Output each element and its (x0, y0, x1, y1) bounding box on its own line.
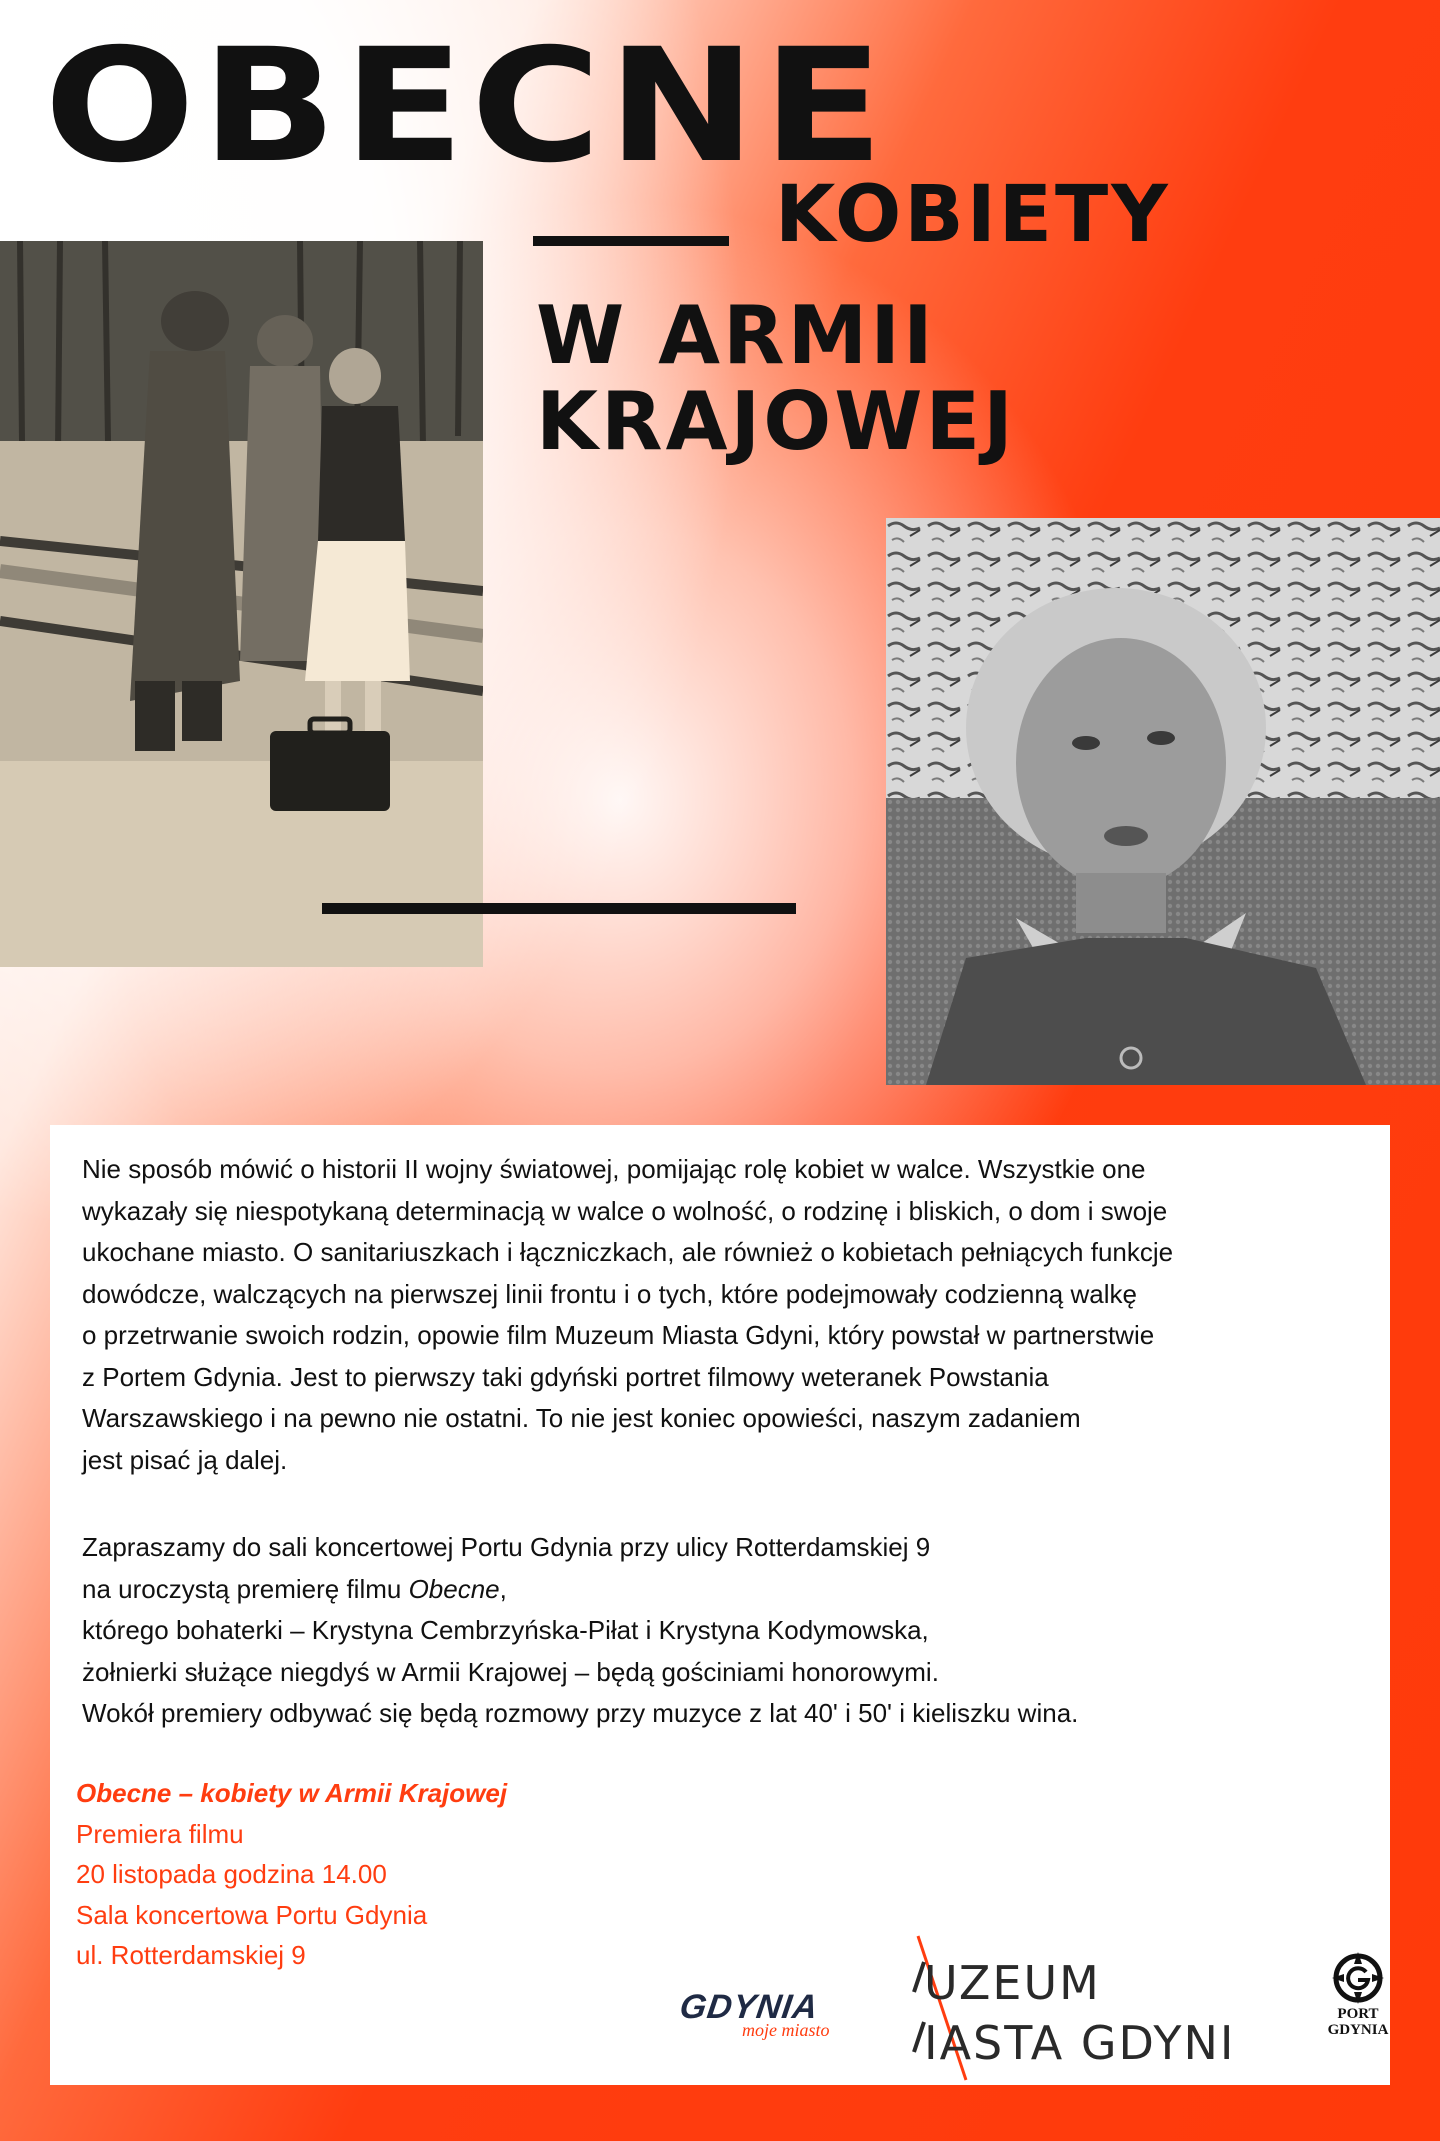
event-details (76, 1773, 507, 1976)
invitation-paragraph (82, 1527, 1322, 1735)
invitation-line: Wokół premiery odbywać się będą rozmowy przy muzyce z lat 40' i 50' i kieliszku wina. (82, 1698, 1079, 1728)
invitation-line: którego bohaterki – Krystyna Cembrzyńska-Piłat i Krystyna Kodymowska, (82, 1615, 929, 1645)
intro-line: Nie sposób mówić o historii II wojny światowej, pomijając rolę kobiet w walce. Wszystkie one (82, 1154, 1146, 1184)
port-logo-line1: PORT (1337, 2006, 1379, 2022)
event-venue: Sala koncertowa Portu Gdynia (76, 1899, 428, 1930)
portrait-photo-illustration (886, 518, 1440, 1085)
invitation-line: żołnierki służące niegdyś w Armii Krajowej – będą gościniami honorowymi. (82, 1656, 939, 1687)
intro-line: o przetrwanie swoich rodzin, opowie film Muzeum Miasta Gdyni, który powstał w partnerstwie (82, 1320, 1155, 1350)
invitation-line-prefix: na uroczystą premierę filmu (82, 1573, 409, 1604)
intro-line: Warszawskiego i na pewno nie ostatni. To nie jest koniec opowieści, naszym zadaniem (82, 1403, 1081, 1433)
port-compass-icon (1330, 1950, 1386, 2006)
event-title: Obecne – kobiety w Armii Krajowej (76, 1778, 508, 1808)
title-sub-krajowej: KRAJOWEJ (536, 375, 1016, 468)
invitation-line-suffix: , (499, 1573, 507, 1604)
invitation-line (82, 1569, 1322, 1611)
film-title-inline: Obecne (408, 1573, 500, 1604)
event-type: Premiera filmu (76, 1818, 244, 1849)
gdynia-logo-word: GDYNIA (677, 1988, 821, 2026)
muzeum-logo-line1: UZEUM (924, 1956, 1101, 2010)
port-gdynia-logo (1318, 1950, 1398, 2060)
intro-line: jest pisać ją dalej. (82, 1444, 288, 1475)
portrait-photo (886, 518, 1440, 1085)
intro-line: wykazały się niespotykaną determinacją w walce o wolność, o rodzinę i bliskich, o dom i swoje (82, 1195, 1168, 1226)
title-underline (533, 236, 729, 246)
event-date: 20 listopada godzina 14.00 (76, 1859, 387, 1889)
archival-photo-illustration (0, 241, 483, 967)
port-logo-line2: GDYNIA (1327, 2022, 1389, 2038)
title-main: OBECNE (44, 14, 890, 197)
title-sub-w-armii: W ARMII (536, 289, 936, 382)
intro-line: z Portem Gdynia. Jest to pierwszy taki gdyński portret filmowy weteranek Powstania (82, 1361, 1049, 1392)
gdynia-logo-tagline: moje miasto (742, 2020, 830, 2040)
intro-line: dowódcze, walczących na pierwszej linii frontu i o tych, które podejmowały codzienną walkę (82, 1278, 1137, 1309)
title-sub-kobiety: KOBIETY (775, 170, 1171, 260)
archival-photo (0, 241, 483, 967)
intro-paragraph (82, 1149, 1322, 1481)
muzeum-logo-line2: IASTA GDYNI (924, 2016, 1236, 2070)
decorative-divider (322, 903, 796, 914)
event-address: ul. Rotterdamskiej 9 (76, 1940, 306, 1970)
muzeum-logo (912, 1932, 1272, 2082)
gdynia-logo (677, 1988, 838, 2046)
intro-line: ukochane miasto. O sanitariuszkach i łączniczkach, ale również o kobietach pełniących funkcje (82, 1237, 1174, 1267)
invitation-line: Zapraszamy do sali koncertowej Portu Gdynia przy ulicy Rotterdamskiej 9 (82, 1532, 931, 1562)
